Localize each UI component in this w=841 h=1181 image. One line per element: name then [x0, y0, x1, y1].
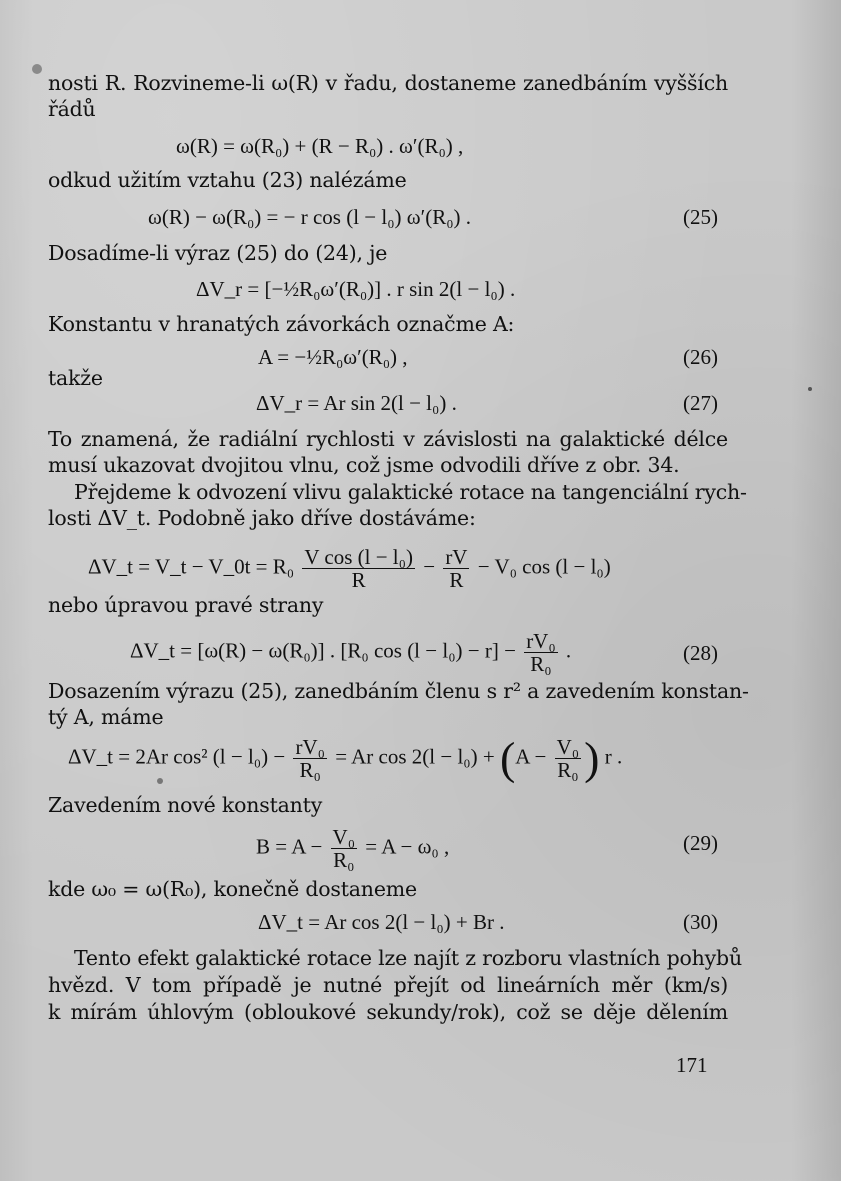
fraction-denominator: R₀	[293, 758, 326, 781]
eq-lhs: ΔV_t = [ω(R) − ω(R₀)] . [R₀ cos (l − l₀) − r] −	[130, 638, 516, 663]
eq-mid: = Ar cos 2(l − l₀) +	[335, 744, 495, 769]
equation-number-25: (25)	[683, 205, 718, 229]
fraction-denominator: R₀	[524, 652, 557, 675]
fraction-numerator: rV₀	[526, 629, 556, 653]
equation-number-26: (26)	[683, 345, 718, 369]
fraction-denominator: R₀	[331, 848, 358, 871]
eq-lhs: ΔV_t = 2Ar cos² (l − l₀) −	[68, 744, 286, 769]
equation-delta-vt-expanded	[68, 732, 623, 784]
fraction-denominator: R	[443, 568, 469, 591]
fraction-numerator: V₀	[332, 825, 356, 849]
equation-25: ω(R) − ω(R₀) = − r cos (l − l₀) ω′(R₀) .	[148, 205, 472, 229]
fraction-numerator: rV₀	[295, 735, 325, 759]
text-line: Dosadíme-li výraz (25) do (24), je	[48, 241, 388, 265]
equation-taylor-expansion: ω(R) = ω(R₀) + (R − R₀) . ω′(R₀) ,	[176, 134, 464, 158]
fraction	[443, 546, 469, 591]
text-line: Tento efekt galaktické rotace lze najít z rozboru vlastních pohybů	[74, 946, 742, 970]
equation-26: A = −½R₀ω′(R₀) ,	[258, 345, 408, 369]
fraction	[331, 826, 358, 871]
text-line: Přejdeme k odvození vlivu galaktické rotace na tangenciální rych-	[74, 480, 747, 504]
eq-lhs: B = A −	[256, 834, 323, 859]
equation-number-27: (27)	[683, 391, 718, 415]
equation-delta-vt-definition	[88, 546, 611, 591]
fraction	[524, 630, 557, 675]
text-line: hvězd. V tom případě je nutné přejít od lineárních měr (km/s)	[48, 973, 728, 997]
text-line: nosti R. Rozvineme-li ω(R) v řadu, dostaneme zanedbáním vyšších	[48, 71, 728, 95]
page-number: 171	[676, 1053, 708, 1077]
equation-number-29: (29)	[683, 831, 718, 855]
fraction-numerator: rV	[445, 545, 468, 569]
text-line: losti ΔV_t. Podobně jako dříve dostáváme:	[48, 506, 476, 530]
text-line: musí ukazovat dvojitou vlnu, což jsme odvodili dříve z obr. 34.	[48, 453, 680, 477]
fraction-denominator: R	[302, 568, 415, 591]
minus-sign: −	[423, 554, 436, 579]
text-line: tý A, máme	[48, 705, 164, 729]
eq-lhs: ΔV_t = V_t − V_0t = R₀	[88, 554, 295, 579]
fraction	[293, 736, 326, 781]
eq-tail: − V₀ cos (l − l₀)	[477, 554, 611, 579]
text-line: takže	[48, 366, 103, 390]
eq-paren-content: A −	[515, 744, 547, 769]
text-line: To znamená, že radiální rychlosti v závislosti na galaktické délce	[48, 427, 728, 451]
text-line: Zavedením nové konstanty	[48, 793, 323, 817]
fraction	[555, 736, 582, 781]
text-line: nebo úpravou pravé strany	[48, 593, 324, 617]
fraction-denominator: R₀	[555, 758, 582, 781]
fraction-numerator: V cos (l − l₀)	[304, 545, 413, 569]
eq-tail: = A − ω₀ ,	[365, 834, 450, 859]
eq-tail: r .	[604, 744, 623, 769]
equation-number-28: (28)	[683, 641, 718, 665]
equation-delta-vr: ΔV_r = [−½R₀ω′(R₀)] . r sin 2(l − l₀) .	[196, 277, 516, 301]
close-paren: )	[584, 732, 600, 784]
open-paren: (	[499, 732, 516, 784]
text-line: Konstantu v hranatých závorkách označme A:	[48, 312, 515, 336]
fraction-numerator: V₀	[556, 735, 580, 759]
text-line: k mírám úhlovým (obloukové sekundy/rok), což se děje dělením	[48, 1000, 728, 1024]
paper-stain	[32, 64, 42, 74]
equation-29	[256, 826, 449, 871]
eq-tail: .	[565, 638, 572, 663]
text-line: kde ω₀ = ω(R₀), konečně dostaneme	[48, 877, 417, 901]
equation-number-30: (30)	[683, 910, 718, 934]
equation-27: ΔV_r = Ar sin 2(l − l₀) .	[256, 391, 457, 415]
equation-30: ΔV_t = Ar cos 2(l − l₀) + Br .	[258, 910, 505, 934]
text-line: Dosazením výrazu (25), zanedbáním členu s r² a zavedením konstan-	[48, 679, 749, 703]
text-line: odkud užitím vztahu (23) nalézáme	[48, 168, 407, 192]
equation-28	[130, 630, 571, 675]
paper-speck	[157, 778, 163, 784]
fraction	[302, 546, 415, 591]
paper-speck	[808, 387, 812, 391]
text-line: řádů	[48, 97, 96, 121]
